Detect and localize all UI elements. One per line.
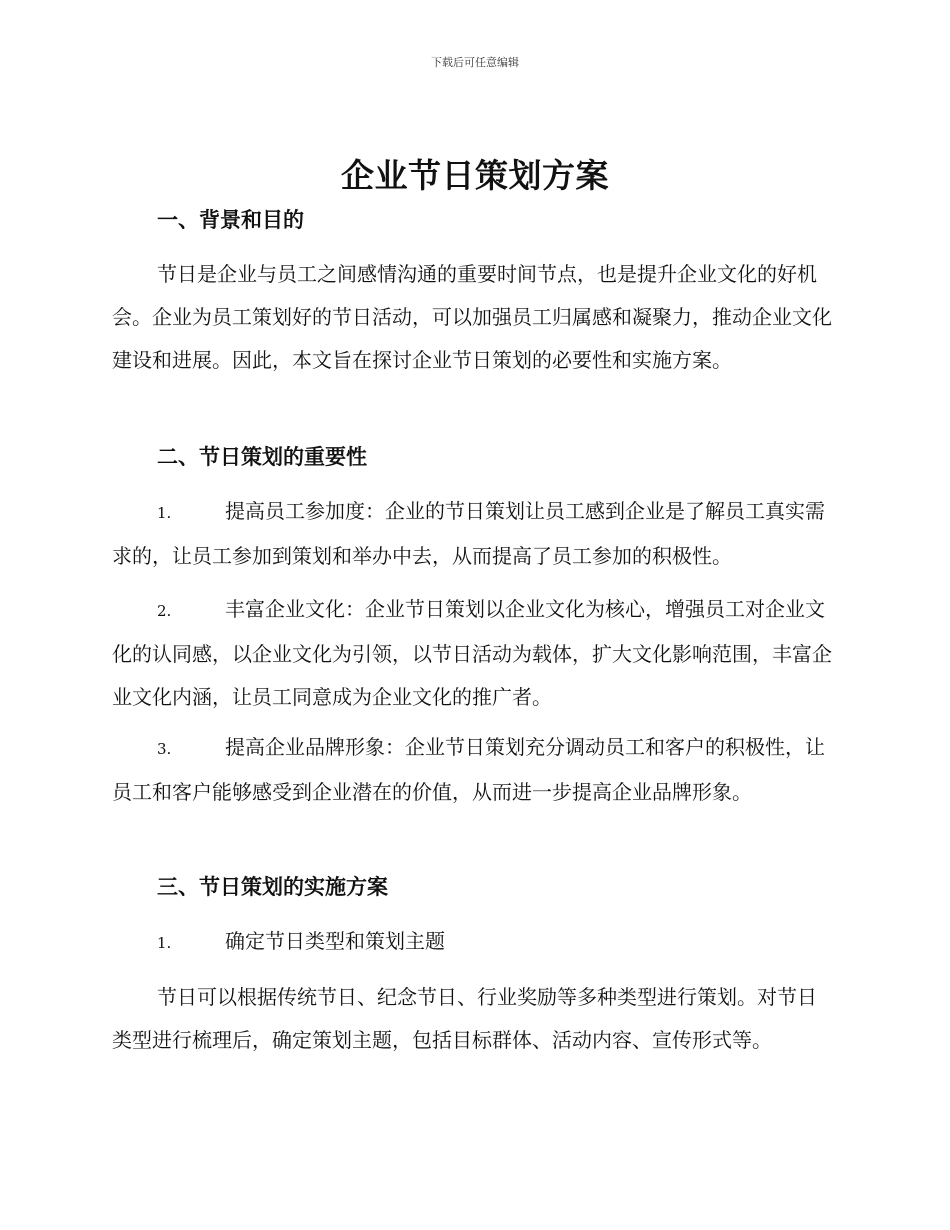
item-text: 提高员工参加度：企业的节日策划让员工感到企业是了解员工真实需求的，让员工参加到策划和举办中去，从而提高了员工参加的积极性。 (112, 499, 825, 568)
item-text: 丰富企业文化：企业节日策划以企业文化为核心，增强员工对企业文化的认同感，以企业文化为引领，以节日活动为载体，扩大文化影响范围，丰富企业文化内涵，让员工同意成为企业文化的推广者。 (112, 597, 832, 709)
item-number: 1. (157, 934, 172, 952)
background-paragraph: 节日是企业与员工之间感情沟通的重要时间节点，也是提升企业文化的好机会。企业为员工策划好的节日活动，可以加强员工归属感和凝聚力，推动企业文化建设和进展。因此，本文旨在探讨企业节日策划的必要性和实施方案。 (112, 262, 832, 372)
implementation-paragraph: 节日可以根据传统节日、纪念节日、行业奖励等多种类型进行策划。对节日类型进行梳理后，确定策划主题，包括目标群体、活动内容、宣传形式等。 (112, 985, 817, 1052)
implementation-subitem-1 (112, 920, 832, 965)
header-note: 下载后可任意编辑 (431, 56, 519, 69)
item-number: 2. (157, 602, 172, 620)
item-number: 3. (157, 740, 172, 758)
item-text: 确定节日类型和策划主题 (225, 929, 445, 953)
section-heading-background: 一、背景和目的 (157, 208, 304, 232)
item-text: 提高企业品牌形象：企业节日策划充分调动员工和客户的积极性，让员工和客户能够感受到企业潜在的价值，从而进一步提高企业品牌形象。 (112, 735, 825, 804)
document-title: 企业节日策划方案 (341, 156, 609, 195)
section-heading-implementation: 三、节日策划的实施方案 (157, 875, 388, 899)
item-number: 1. (157, 504, 172, 522)
section-heading-importance: 二、节日策划的重要性 (157, 445, 367, 469)
importance-item-2 (112, 588, 832, 719)
importance-item-3 (112, 726, 832, 814)
importance-item-1 (112, 490, 832, 578)
